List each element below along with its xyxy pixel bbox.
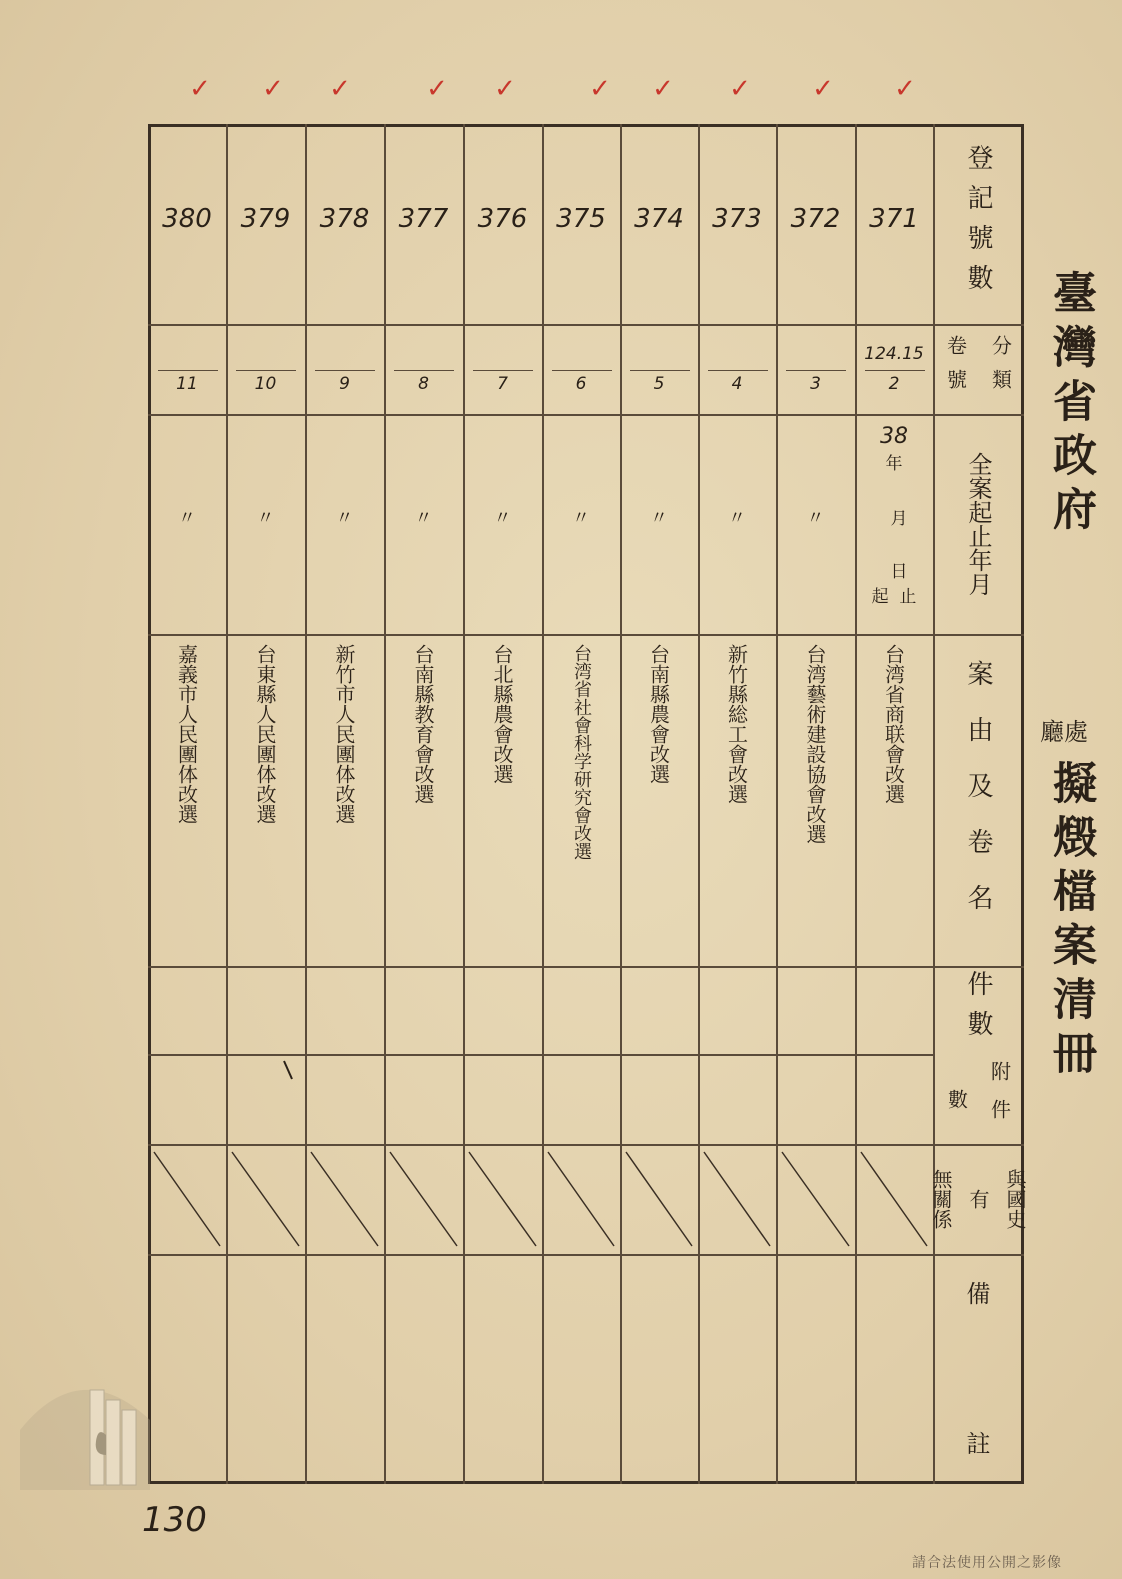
subject-371: 台湾省商联會改選 (881, 644, 906, 804)
subject-379: 台東縣人民團体改選 (253, 644, 277, 824)
header-attachment: 附件 (987, 1061, 1012, 1137)
header-history-col2: 有 (966, 1189, 990, 1209)
classification-code: 124.15 (864, 344, 924, 364)
check-mark-icon: ✓ (812, 74, 834, 104)
date-ditto-377: 〃 (414, 508, 433, 529)
date-ditto-374: 〃 (650, 508, 668, 529)
subject-373: 新竹縣総工會改選 (724, 644, 749, 804)
list-title: 擬燬檔案清冊 (1045, 760, 1096, 1084)
reg-no-378: 378 (319, 204, 370, 234)
date-ditto-372: 〃 (806, 508, 825, 529)
vol-no-371: 2 (888, 374, 900, 394)
header-vol-no: 卷號 (943, 335, 968, 403)
reg-no-377: 377 (398, 204, 449, 234)
check-mark-icon: ✓ (262, 74, 284, 104)
vol-no-376: 7 (497, 374, 508, 394)
date-ditto-379: 〃 (256, 508, 275, 529)
reg-no-376: 376 (477, 204, 528, 234)
date-ditto-375: 〃 (572, 508, 590, 529)
date-ditto-373: 〃 (728, 508, 746, 529)
subject-377: 台南縣教育會改選 (411, 644, 435, 804)
header-date-range: 全案起止年月 (964, 452, 992, 596)
subject-374: 台南縣農會改選 (646, 644, 671, 784)
header-subject: 案由及卷名 (963, 660, 993, 940)
check-mark-icon: ✓ (729, 74, 751, 104)
vol-no-374: 5 (653, 374, 665, 394)
header-attachment-count: 數 (944, 1089, 969, 1109)
header-reg-no: 登記號數 (963, 144, 993, 304)
reg-no-373: 373 (712, 204, 762, 234)
date-ditto-376: 〃 (493, 508, 512, 529)
vol-no-373: 4 (731, 374, 743, 394)
usage-stamp: 請合法使用公開之影像 (912, 1555, 1062, 1571)
reg-no-380: 380 (162, 204, 212, 234)
subject-376: 台北縣農會改選 (490, 644, 514, 784)
reg-no-375: 375 (556, 204, 606, 234)
header-history-col3: 與國史 (1003, 1169, 1027, 1229)
check-mark-icon: ✓ (329, 74, 351, 104)
tick-mark (280, 1059, 300, 1083)
vol-no-379: 10 (254, 374, 277, 394)
office-label: 廳處 (1040, 718, 1088, 746)
reg-no-372: 372 (790, 204, 841, 234)
header-classification: 分類 (988, 335, 1013, 403)
check-mark-icon: ✓ (652, 74, 674, 104)
header-count: 件數 (963, 970, 993, 1050)
subject-375: 台湾省社會科学研究會改選 (571, 644, 592, 860)
check-mark-icon: ✓ (426, 74, 448, 104)
document-title: 臺灣省政府 (1045, 270, 1096, 540)
date-ditto-378: 〃 (335, 508, 354, 529)
check-mark-icon: ✓ (894, 74, 916, 104)
library-logo-icon (10, 1360, 160, 1500)
ledger-table (148, 124, 1027, 1484)
header-remarks-top: 備 (966, 1280, 991, 1308)
header-remarks-bottom: 註 (966, 1430, 991, 1458)
subject-380: 嘉義市人民團体改選 (174, 644, 199, 824)
check-mark-icon: ✓ (494, 74, 516, 104)
subject-378: 新竹市人民團体改選 (332, 644, 356, 824)
page-mark: 130 (142, 1500, 207, 1540)
reg-no-374: 374 (634, 204, 684, 234)
vol-no-372: 3 (810, 374, 821, 394)
date-block-371: 38 年 月 日 起 止 (871, 424, 917, 607)
date-ditto-380: 〃 (178, 508, 196, 529)
reg-no-371: 371 (869, 204, 919, 234)
check-mark-icon: ✓ (189, 74, 211, 104)
vol-no-380: 11 (176, 374, 198, 394)
history-diagonals (148, 1144, 933, 1254)
reg-no-379: 379 (240, 204, 291, 234)
vol-no-375: 6 (575, 374, 587, 394)
subject-372: 台湾藝術建設協會改選 (803, 644, 827, 844)
check-mark-icon: ✓ (589, 74, 611, 104)
vol-no-377: 8 (418, 374, 429, 394)
header-history-col1: 無關係 (929, 1169, 953, 1229)
vol-no-378: 9 (339, 374, 350, 394)
